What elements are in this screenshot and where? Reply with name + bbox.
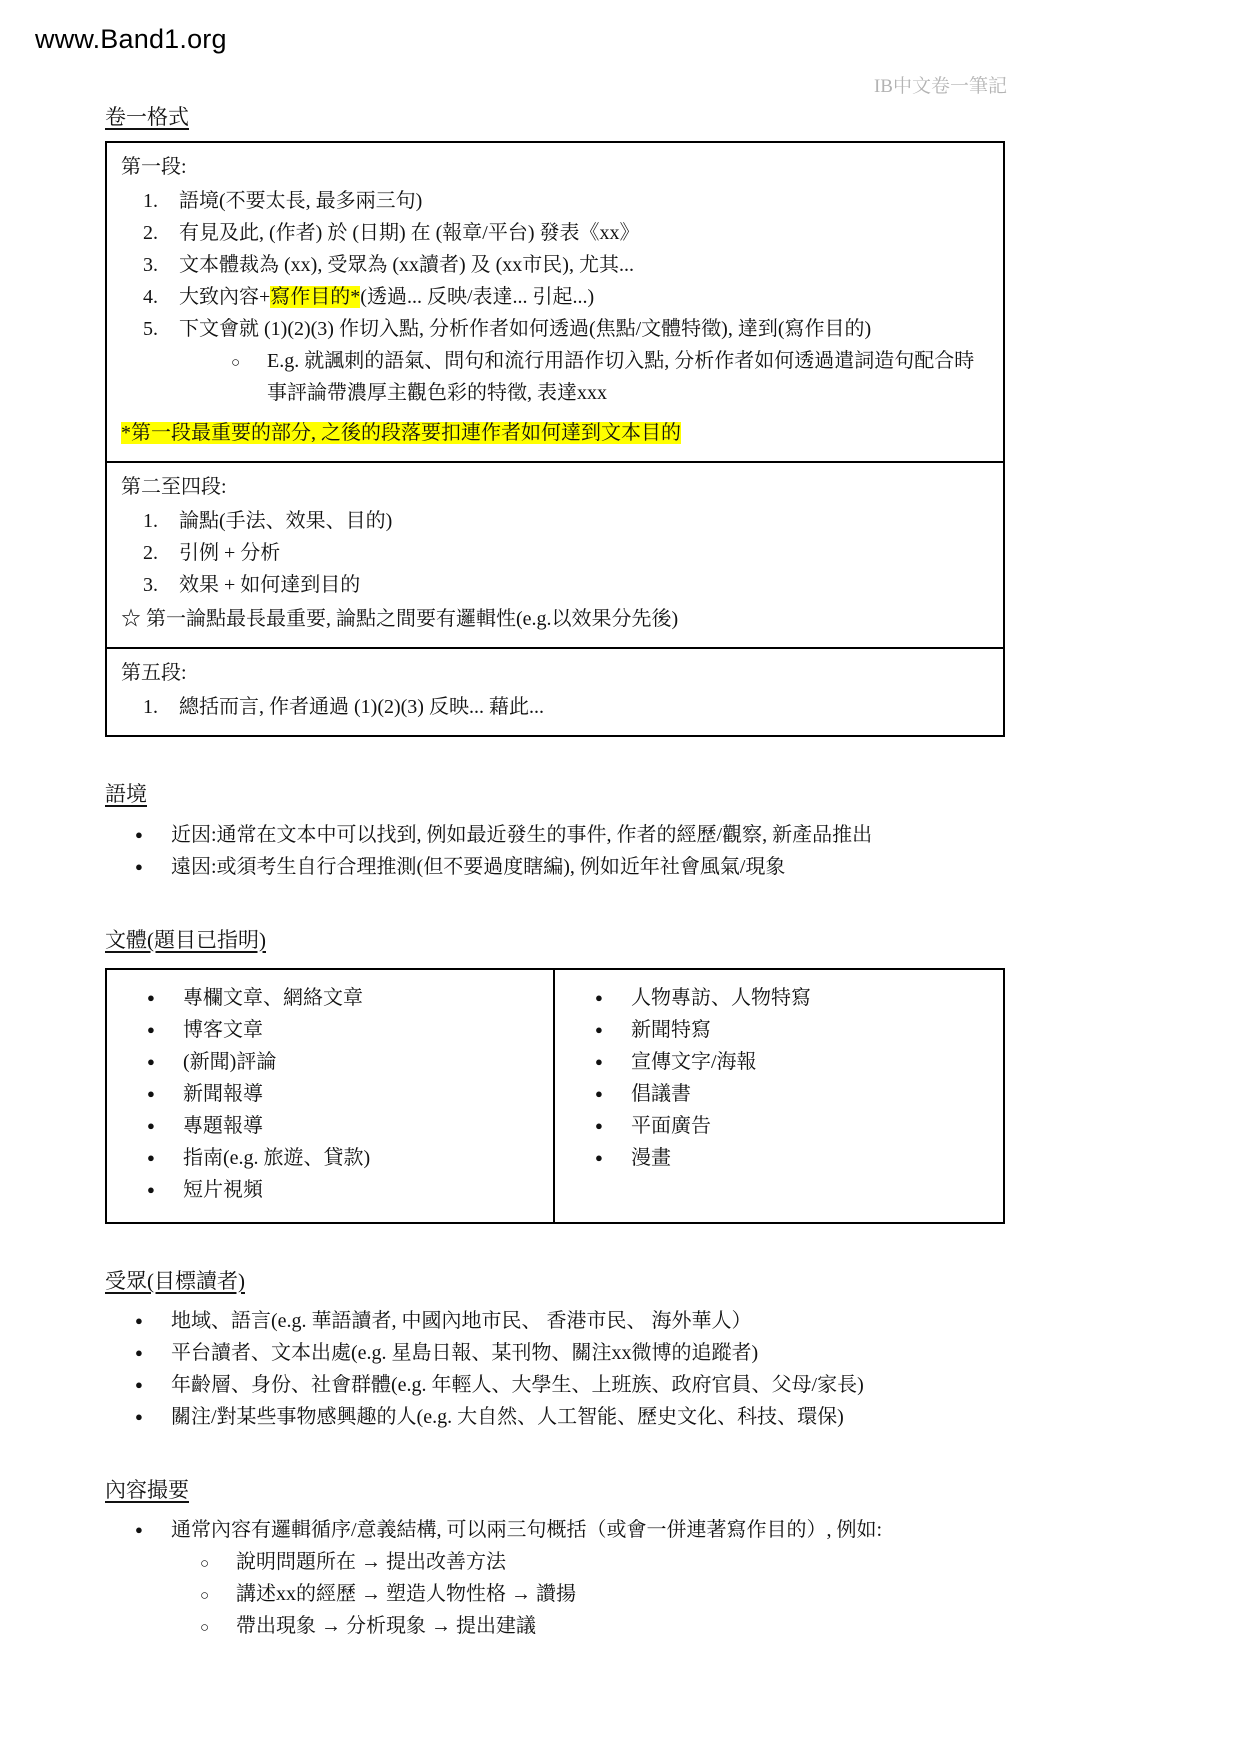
item-text: 漫畫: [631, 1146, 671, 1169]
site-url: www.Band1.org: [35, 24, 227, 54]
list-item: [595, 1142, 993, 1174]
bullet-icon: [147, 1110, 183, 1142]
bullet-icon: [595, 1014, 631, 1046]
item-text: 平面廣告: [631, 1114, 711, 1137]
item-text: 帶出現象 → 分析現象 → 提出建議: [236, 1615, 536, 1638]
list-item: [143, 569, 989, 601]
section-heading: 語境: [105, 782, 147, 807]
list-item: [135, 1337, 1005, 1369]
circle-bullet-icon: [200, 1578, 236, 1610]
item-text-post: (透過... 反映/表達... 引起...): [360, 286, 595, 309]
list-item: [147, 1046, 543, 1078]
list-item: [143, 185, 989, 217]
bullet-icon: [135, 1401, 171, 1433]
list-item: [135, 1305, 1005, 1337]
item-number: 2.: [143, 222, 158, 245]
bullet-icon: [147, 1046, 183, 1078]
list-item: [147, 1014, 543, 1046]
document-content: [105, 104, 1005, 1642]
item-number: 5.: [143, 318, 158, 341]
item-text: 短片視頻: [183, 1178, 263, 1201]
list-item: [143, 537, 989, 569]
item-number: 1.: [143, 696, 158, 719]
sub-list-item: [231, 345, 989, 409]
list-item: [143, 505, 989, 537]
list-item: [135, 819, 1005, 851]
list-item: [143, 249, 989, 281]
example-text: E.g. 就諷刺的語氣、問句和流行用語作切入點, 分析作者如何透過遣詞造句配合時事評論帶濃厚主觀色彩的特徵, 表達xxx: [267, 350, 975, 405]
item-text: 平台讀者、文本出處(e.g. 星島日報、某刊物、關注xx微博的追蹤者): [171, 1342, 759, 1365]
list-item: [143, 217, 989, 249]
footnote-highlight: *第一段最重要的部分, 之後的段落要扣連作者如何達到文本目的: [121, 422, 681, 445]
item-text: 博客文章: [183, 1018, 263, 1041]
bullet-icon: [135, 1369, 171, 1401]
item-text: 專題報導: [183, 1114, 263, 1137]
item-text: 引例 + 分析: [179, 542, 281, 565]
sub-list-item: [200, 1546, 1005, 1578]
item-text: 效果 + 如何達到目的: [179, 574, 361, 597]
list-item: [147, 1142, 543, 1174]
item-text: 指南(e.g. 旅遊、貸款): [183, 1146, 371, 1169]
header-note: IB中文卷一筆記: [873, 76, 1007, 97]
circle-bullet-icon: [231, 345, 267, 409]
list-item: [147, 982, 543, 1014]
paragraph-title: 第五段:: [121, 662, 187, 685]
item-text: 宣傳文字/海報: [631, 1050, 757, 1073]
item-text: 遠因:或須考生自行合理推測(但不要過度瞎編), 例如近年社會風氣/現象: [171, 855, 786, 878]
list-item: [135, 851, 1005, 883]
list-item: [147, 1110, 543, 1142]
section-context: [105, 781, 1005, 882]
item-text: 新聞特寫: [631, 1018, 711, 1041]
item-text: (新聞)評論: [183, 1050, 277, 1073]
format-box: [105, 141, 1005, 737]
item-number: 2.: [143, 542, 158, 565]
bullet-icon: [135, 1337, 171, 1369]
bullet-icon: [595, 1142, 631, 1174]
footnote-line: [121, 417, 989, 449]
sub-list-item: [200, 1578, 1005, 1610]
item-text: 近因:通常在文本中可以找到, 例如最近發生的事件, 作者的經歷/觀察, 新產品推出: [171, 823, 873, 846]
numbered-list: [143, 691, 989, 723]
highlighted-text: 寫作目的*: [270, 286, 361, 309]
circle-bullet-icon: [200, 1610, 236, 1642]
bullet-icon: [147, 1174, 183, 1206]
item-text: 專欄文章、網絡文章: [183, 986, 363, 1009]
item-text: 通常內容有邏輯循序/意義結構, 可以兩三句概括（或會一併連著寫作目的）, 例如:: [171, 1519, 883, 1542]
list-item: [595, 1046, 993, 1078]
bullet-icon: [135, 851, 171, 883]
bullet-icon: [147, 1142, 183, 1174]
section-audience: [105, 1268, 1005, 1433]
item-number: 3.: [143, 574, 158, 597]
item-text-pre: 大致內容+: [179, 286, 271, 309]
list-item: [595, 1078, 993, 1110]
bullet-icon: [595, 982, 631, 1014]
list-item: [143, 691, 989, 723]
item-text: 年齡層、身份、社會群體(e.g. 年輕人、大學生、上班族、政府官員、父母/家長): [171, 1374, 864, 1397]
table-cell-right: [555, 970, 1003, 1222]
list-item: [595, 982, 993, 1014]
section-heading: 文體(題目已指明): [105, 927, 266, 952]
bullet-icon: [595, 1078, 631, 1110]
list-item: [143, 313, 989, 345]
item-text: 地域、語言(e.g. 華語讀者, 中國內地市民、 香港市民、 海外華人）: [171, 1310, 752, 1333]
format-section-para2-4: [107, 461, 1003, 647]
item-text: 語境(不要太長, 最多兩三句): [179, 190, 423, 213]
sub-list-item: [200, 1610, 1005, 1642]
bullet-icon: [147, 982, 183, 1014]
item-text: 新聞報導: [183, 1082, 263, 1105]
list-item: [595, 1110, 993, 1142]
section-heading: 受眾(目標讀者): [105, 1268, 245, 1293]
section-heading: 內容撮要: [105, 1478, 189, 1503]
bullet-icon: [147, 1014, 183, 1046]
list-item: [135, 1514, 1005, 1546]
list-item: [135, 1369, 1005, 1401]
text-types-table: [105, 968, 1005, 1224]
section-heading: 卷一格式: [105, 105, 189, 129]
circle-bullet-icon: [200, 1546, 236, 1578]
section-paper-format: [105, 104, 1005, 737]
star-note: ☆ 第一論點最長最重要, 論點之間要有邏輯性(e.g.以效果分先後): [121, 608, 679, 631]
numbered-list: [143, 505, 989, 601]
list-item: [147, 1078, 543, 1110]
item-number: 3.: [143, 254, 158, 277]
item-text: 關注/對某些事物感興趣的人(e.g. 大自然、人工智能、歷史文化、科技、環保): [171, 1406, 844, 1429]
item-text: [179, 281, 989, 313]
item-text: 倡議書: [631, 1082, 691, 1105]
bullet-icon: [595, 1110, 631, 1142]
list-item: [143, 281, 989, 313]
format-section-para1: [107, 143, 1003, 461]
item-text: 說明問題所在 → 提出改善方法: [236, 1551, 506, 1574]
bullet-icon: [135, 1514, 171, 1546]
list-item: [147, 1174, 543, 1206]
item-number: 1.: [143, 190, 158, 213]
list-item: [135, 1401, 1005, 1433]
numbered-list: [143, 185, 989, 409]
item-text: 有見及此, (作者) 於 (日期) 在 (報章/平台) 發表《xx》: [179, 222, 640, 245]
item-text: 講述xx的經歷 → 塑造人物性格 → 讚揚: [236, 1583, 576, 1606]
item-text: 人物專訪、人物特寫: [631, 986, 811, 1009]
bullet-icon: [147, 1078, 183, 1110]
item-number: 1.: [143, 510, 158, 533]
item-text: 下文會就 (1)(2)(3) 作切入點, 分析作者如何透過(焦點/文體特徵), 達到(寫作目的): [179, 318, 872, 341]
list-item: [595, 1014, 993, 1046]
item-number: 4.: [143, 286, 158, 309]
bullet-icon: [595, 1046, 631, 1078]
bullet-icon: [135, 1305, 171, 1337]
format-section-para5: [107, 647, 1003, 735]
item-text: 論點(手法、效果、目的): [179, 510, 393, 533]
paragraph-title: 第二至四段:: [121, 476, 227, 499]
item-text: 總括而言, 作者通過 (1)(2)(3) 反映... 藉此...: [179, 696, 544, 719]
bullet-icon: [135, 819, 171, 851]
section-text-types: [105, 927, 1005, 1224]
section-content-summary: [105, 1477, 1005, 1642]
paragraph-title: 第一段:: [121, 156, 187, 179]
table-cell-left: [107, 970, 555, 1222]
item-text: 文本體裁為 (xx), 受眾為 (xx讀者) 及 (xx市民), 尤其...: [179, 254, 634, 277]
